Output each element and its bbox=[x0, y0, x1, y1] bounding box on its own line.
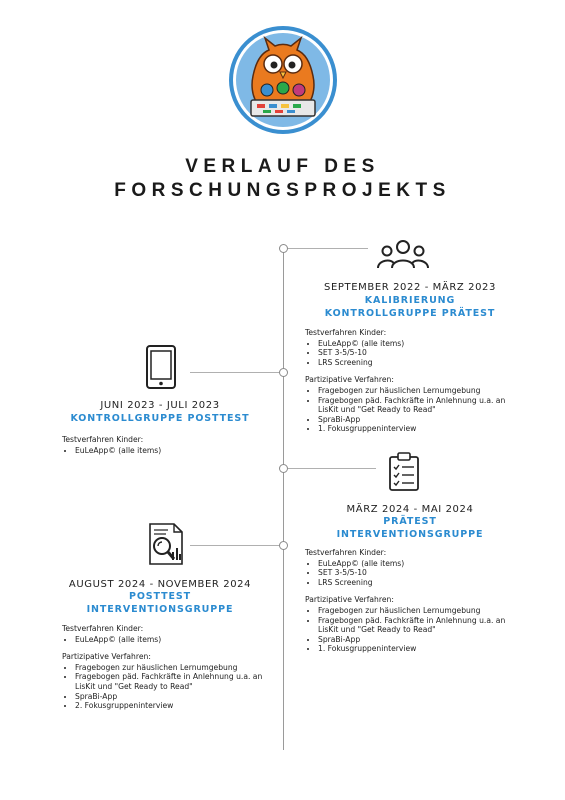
connector-line bbox=[190, 372, 279, 373]
clipboard-checklist-icon bbox=[388, 452, 420, 492]
connector-line bbox=[288, 468, 376, 469]
timeline-dot bbox=[279, 244, 288, 253]
list-item: • EuLeApp© (alle items) bbox=[75, 635, 272, 645]
entry-phase-line: KONTROLLGRUPPE PRÄTEST bbox=[324, 308, 496, 319]
entry-date: SEPTEMBER 2022 - MÄRZ 2023 bbox=[324, 282, 496, 293]
list-item: • Fragebogen päd. Fachkräfte in Anlehnung u.a. an LisKit und "Get Ready to Read" bbox=[75, 672, 272, 691]
connector-line bbox=[288, 248, 368, 249]
entry-phase-line: INTERVENTIONSGRUPPE bbox=[86, 604, 234, 615]
timeline-dot bbox=[279, 464, 288, 473]
list-item: • 1. Fokusgruppeninterview bbox=[318, 424, 520, 434]
list-item: • SET 3-5/5-10 bbox=[318, 568, 520, 578]
list-item: • Fragebogen päd. Fachkräfte in Anlehnung u.a. an LisKit und "Get Ready to Read" bbox=[318, 616, 520, 635]
list-item: • EuLeApp© (alle items) bbox=[75, 446, 262, 456]
entry-details bbox=[305, 328, 520, 434]
timeline-dot bbox=[279, 541, 288, 550]
page-title-line-1: VERLAUF DES bbox=[185, 156, 380, 177]
timeline-dot bbox=[279, 368, 288, 377]
timeline-axis bbox=[283, 248, 284, 750]
entry-phase-line: INTERVENTIONSGRUPPE bbox=[336, 529, 484, 540]
participative-list bbox=[305, 606, 520, 654]
connector-line bbox=[190, 545, 279, 546]
list-item: • LRS Screening bbox=[318, 358, 520, 368]
entry-date: MÄRZ 2024 - MAI 2024 bbox=[346, 504, 474, 515]
entry-details bbox=[62, 435, 262, 455]
report-analysis-icon bbox=[146, 522, 186, 566]
test-heading: Testverfahren Kinder: bbox=[62, 435, 144, 444]
entry-phase-line: POSTTEST bbox=[128, 591, 192, 602]
list-item: • SpraBi-App bbox=[75, 692, 272, 702]
entry-phase-line: KALIBRIERUNG bbox=[364, 295, 456, 306]
list-item: • 1. Fokusgruppeninterview bbox=[318, 644, 520, 654]
list-item: • LRS Screening bbox=[318, 578, 520, 588]
entry-phase-line: PRÄTEST bbox=[383, 516, 437, 527]
list-item: • SET 3-5/5-10 bbox=[318, 348, 520, 358]
list-item: • SpraBi-App bbox=[318, 415, 520, 425]
entry-phase-line: KONTROLLGRUPPE POSTTEST bbox=[70, 413, 250, 424]
participative-heading: Partizipative Verfahren: bbox=[62, 652, 151, 662]
test-list bbox=[305, 559, 520, 588]
test-heading: Testverfahren Kinder: bbox=[305, 328, 387, 337]
entry-date: AUGUST 2024 - NOVEMBER 2024 bbox=[68, 579, 252, 590]
entry-phase bbox=[60, 412, 260, 425]
test-heading: Testverfahren Kinder: bbox=[62, 624, 144, 633]
list-item: • SpraBi-App bbox=[318, 635, 520, 645]
test-list bbox=[305, 339, 520, 368]
entry-phase bbox=[300, 515, 520, 541]
list-item: • Fragebogen päd. Fachkräfte in Anlehnung u.a. an LisKit und "Get Ready to Read" bbox=[318, 396, 520, 415]
test-list bbox=[62, 446, 262, 456]
participative-heading: Partizipative Verfahren: bbox=[305, 595, 394, 605]
list-item: • EuLeApp© (alle items) bbox=[318, 559, 520, 569]
list-item: • EuLeApp© (alle items) bbox=[318, 339, 520, 349]
tablet-icon bbox=[145, 344, 177, 390]
entry-date: JUNI 2023 - JULI 2023 bbox=[100, 400, 220, 411]
participative-heading: Partizipative Verfahren: bbox=[305, 375, 394, 385]
owl-logo-icon bbox=[227, 24, 339, 136]
test-heading: Testverfahren Kinder: bbox=[305, 548, 387, 557]
participative-list bbox=[305, 386, 520, 434]
participative-list bbox=[62, 663, 272, 711]
people-group-icon bbox=[376, 238, 430, 270]
entry-details bbox=[305, 548, 520, 654]
list-item: • 2. Fokusgruppeninterview bbox=[75, 701, 272, 711]
page-title-line-2: FORSCHUNGSPROJEKTS bbox=[114, 180, 451, 201]
entry-phase bbox=[50, 590, 270, 616]
list-item: • Fragebogen zur häuslichen Lernumgebung bbox=[318, 386, 520, 396]
entry-details bbox=[62, 624, 272, 711]
test-list bbox=[62, 635, 272, 645]
entry-phase bbox=[300, 294, 520, 320]
list-item: • Fragebogen zur häuslichen Lernumgebung bbox=[318, 606, 520, 616]
list-item: • Fragebogen zur häuslichen Lernumgebung bbox=[75, 663, 272, 673]
